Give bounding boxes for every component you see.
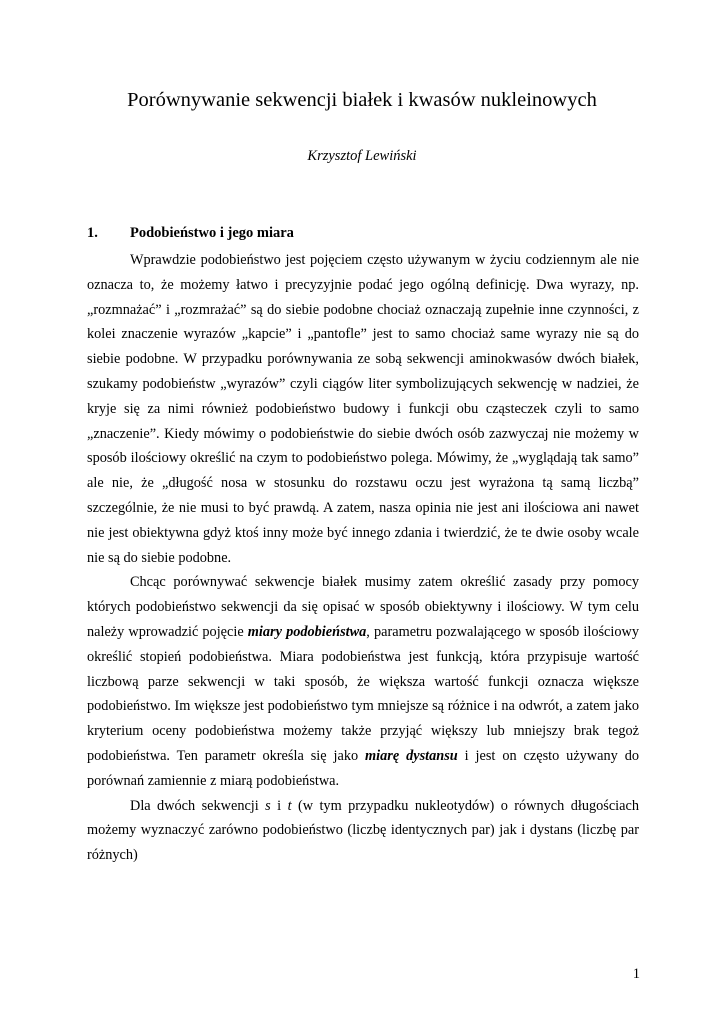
author-name: Krzysztof Lewiński — [307, 148, 417, 164]
paragraph-3-text-3: (w tym przypadku nukleotydów) o równych długościach możemy wyznaczyć zarówno podobieństwo (liczbę identycznych par) jak i dystans (liczbę par różnych) — [87, 797, 639, 864]
document-title: Porównywanie sekwencji białek i kwasów nukleinowych — [127, 89, 597, 111]
term-distance-measure: miarę dystansu — [365, 747, 458, 764]
document-body — [87, 248, 639, 868]
section-heading — [87, 225, 294, 242]
section-title: Podobieństwo i jego miara — [130, 225, 294, 241]
variable-t: t — [287, 797, 292, 814]
paragraph-3 — [87, 794, 639, 868]
paragraph-2-text-2: , parametru pozwalającego w sposób ilościowy określić stopień podobieństwa. Miara podobieństwa jest funkcją, która przypisuje wartość liczbową parze sekwencji w taki sposób, że większa wartość funkcji oznacza większe podobieństwo. Im większe jest podobieństwo tym mniejsze są różnice i na odwrót, a zatem jako kryterium oceny podobieństwa możemy także przyjąć większy lub mniejszy brak tegoż podobieństwa. Ten parametr określa się jako — [87, 623, 639, 764]
paragraph-2-text-3: i jest on często używany do porównań zamiennie z miarą podobieństwa. — [87, 747, 639, 789]
paragraph-2 — [87, 570, 639, 793]
variable-s: s — [265, 797, 271, 814]
paragraph-3-text-2: i — [270, 797, 288, 814]
paragraph-3-text-1: Dla dwóch sekwencji — [130, 797, 266, 814]
paragraph-2-text-1: Chcąc porównywać sekwencje białek musimy zatem określić zasady przy pomocy których podobieństwo sekwencji da się opisać w sposób obiektywny i ilościowy. W tym celu należy wprowadzić pojęcie — [87, 574, 639, 640]
section-number: 1. — [87, 225, 98, 241]
paragraph-1: Wprawdzie podobieństwo jest pojęciem często używanym w życiu codziennym ale nie oznacza to, że możemy łatwo i precyzyjnie podać jego ogólną definicję. Dwa wyrazy, np. „rozmnażać” i „rozmrażać” są do siebie podobne chociaż oznaczają zupełnie inne czynności, z kolei znaczenie wyrazów „kapcie” i „pantofle” jest to samo chociaż same wyrazy nie są do siebie podobne. W przypadku porównywania ze sobą sekwencji aminokwasów dwóch białek, szukamy podobieństw „wyrazów” czyli ciągów liter symbolizujących sekwencję w nadziei, że kryje się za nimi również podobieństwo budowy i funkcji obu cząsteczek czyli to samo „znaczenie”. Kiedy mówimy o podobieństwie do siebie dwóch osób zazwyczaj nie możemy w sposób ilościowy określić na czym to podobieństwo polega. Mówimy, że „wyglądają tak samo” ale nie, że „długość nosa w stosunku do rozstawu oczu jest wyrażona tą samą liczbą” szczególnie, że nie musi to być prawdą. A zatem, nasza opinia nie jest ani ilościowa ani nawet nie jest obiektywna gdyż ktoś inny może być innego zdania i twierdzić, że te dwie osoby wcale nie są do siebie podobne. — [87, 252, 639, 566]
page-number: 1 — [632, 966, 640, 982]
term-similarity-measure: miary podobieństwa — [247, 623, 367, 640]
